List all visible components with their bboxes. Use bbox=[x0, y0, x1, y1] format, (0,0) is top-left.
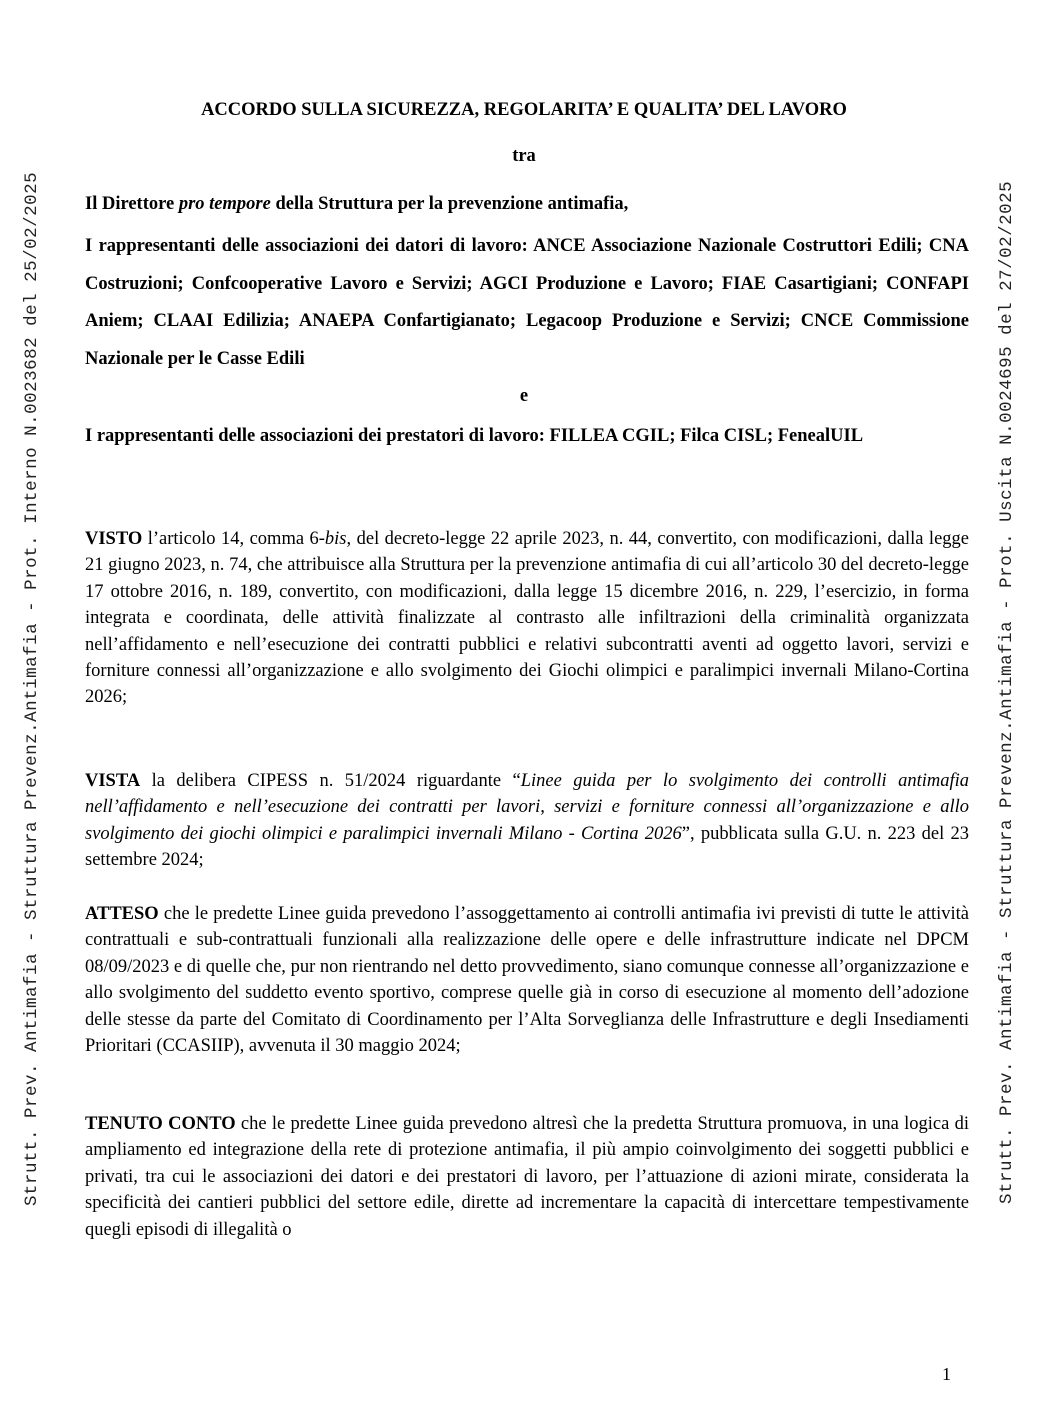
atteso-text: che le predette Linee guida prevedono l’assoggettamento ai controlli antimafia ivi previsti di tutte le attività contrattuali e sub-contrattuali funzionali alla realizzazione delle opere e delle infrastrutture indicate nel DPCM 08/09/2023 e di quelle che, pur non rientrando nel detto provvedimento, siano comunque connesse all’organizzazione e allo svolgimento del suddetto evento sportivo, comprese quelle già in corso di esecuzione al momento dell’adozione delle stesse da parte del Comitato di Coordinamento per l’Alta Sorveglianza delle Infrastrutture e degli Insediamenti Prioritari (CCASIIP), avvenuta il 30 maggio 2024; bbox=[85, 904, 969, 1057]
protocol-stamp-right: Strutt. Prev. Antimafia - Struttura Prevenz.Antimafia - Prot. Uscita N.0024695 del 27/02/2025 bbox=[997, 180, 1017, 1204]
protocol-stamp-left: Strutt. Prev. Antimafia - Struttura Prevenz.Antimafia - Prot. Interno N.0023682 del 25/02/2025 bbox=[22, 171, 42, 1206]
vista-text-1: la delibera CIPESS n. 51/2024 riguardante “ bbox=[140, 771, 521, 791]
party-director-italic: pro tempore bbox=[178, 194, 271, 214]
page-number: 1 bbox=[942, 1364, 951, 1384]
visto-text-2: , del decreto-legge 22 aprile 2023, n. 44, convertito, con modificazioni, dalla legge 21 giugno 2023, n. 74, che attribuisce alla Struttura per la prevenzione antimafia di cui all’articolo 30 del decreto-legge 17 ottobre 2016, n. 189, convertito, con modificazioni, dalla legge 15 dicembre 2016, n. 229, l’esercizio, in forma integrata e coordinata, delle attività finalizzate al contrasto alle infiltrazioni della criminalità organizzata nell’affidamento e nell’esecuzione dei contratti pubblici e relativi subcontratti aventi ad oggetto lavori, servizi e forniture connessi all’organizzazione e allo svolgimento dei Giochi olimpici e paralimpici invernali Milano-Cortina 2026; bbox=[85, 529, 969, 708]
paragraph-tenuto-conto bbox=[85, 1111, 969, 1243]
party-director-text-after: della Struttura per la prevenzione antimafia, bbox=[270, 194, 629, 214]
party-director-text-before: Il Direttore bbox=[85, 194, 179, 214]
document-title: ACCORDO SULLA SICUREZZA, REGOLARITA’ E QUALITA’ DEL LAVORO bbox=[201, 100, 847, 120]
visto-text-1: l’articolo 14, comma 6- bbox=[142, 529, 325, 549]
paragraph-vista bbox=[85, 768, 969, 874]
keyword-tenuto-conto: TENUTO CONTO bbox=[85, 1114, 236, 1134]
visto-italic: bis bbox=[324, 529, 347, 549]
and-word: e bbox=[519, 386, 529, 406]
party-workers: I rappresentanti delle associazioni dei prestatori di lavoro: FILLEA CGIL; Filca CISL; FenealUIL bbox=[85, 426, 864, 446]
paragraph-atteso bbox=[85, 901, 969, 1059]
party-employers: I rappresentanti delle associazioni dei datori di lavoro: ANCE Associazione Nazionale Costruttori Edili; CNA Costruzioni; Confcooperative Lavoro e Servizi; AGCI Produzione e Lavoro; FIAE Casartigiani; CONFAPI Aniem; CLAAI Edilizia; ANAEPA Confartigianato; Legacoop Produzione e Servizi; CNCE Commissione Nazionale per le Casse Edili bbox=[85, 236, 969, 369]
tenuto-text: che le predette Linee guida prevedono altresì che la predetta Struttura promuova, in una logica di ampliamento ed integrazione della rete di protezione antimafia, il più ampio coinvolgimento dei soggetti pubblici e privati, tra cui le associazioni dei datori e dei prestatori di lavoro, per l’attuazione di azioni mirate, considerata la specificità dei cantieri pubblici del settore edile, dirette ad incrementare la capacità di intercettare tempestivamente quegli episodi di illegalità o bbox=[85, 1114, 969, 1240]
keyword-vista: VISTA bbox=[85, 771, 141, 791]
paragraph-visto bbox=[85, 526, 969, 711]
between-word: tra bbox=[512, 146, 536, 166]
keyword-visto: VISTO bbox=[85, 529, 143, 549]
keyword-atteso: ATTESO bbox=[85, 904, 159, 924]
vista-text-2: ”, pubblicata sulla G.U. n. 223 del 23 settembre 2024; bbox=[85, 823, 969, 871]
party-director bbox=[85, 186, 969, 224]
vista-italic-title: Linee guida per lo svolgimento dei controlli antimafia nell’affidamento e nell’esecuzione dei contratti per lavori, servizi e forniture connessi all’organizzazione e allo svolgimento dei giochi olimpici e paralimpici invernali Milano - Cortina 2026 bbox=[85, 771, 969, 844]
